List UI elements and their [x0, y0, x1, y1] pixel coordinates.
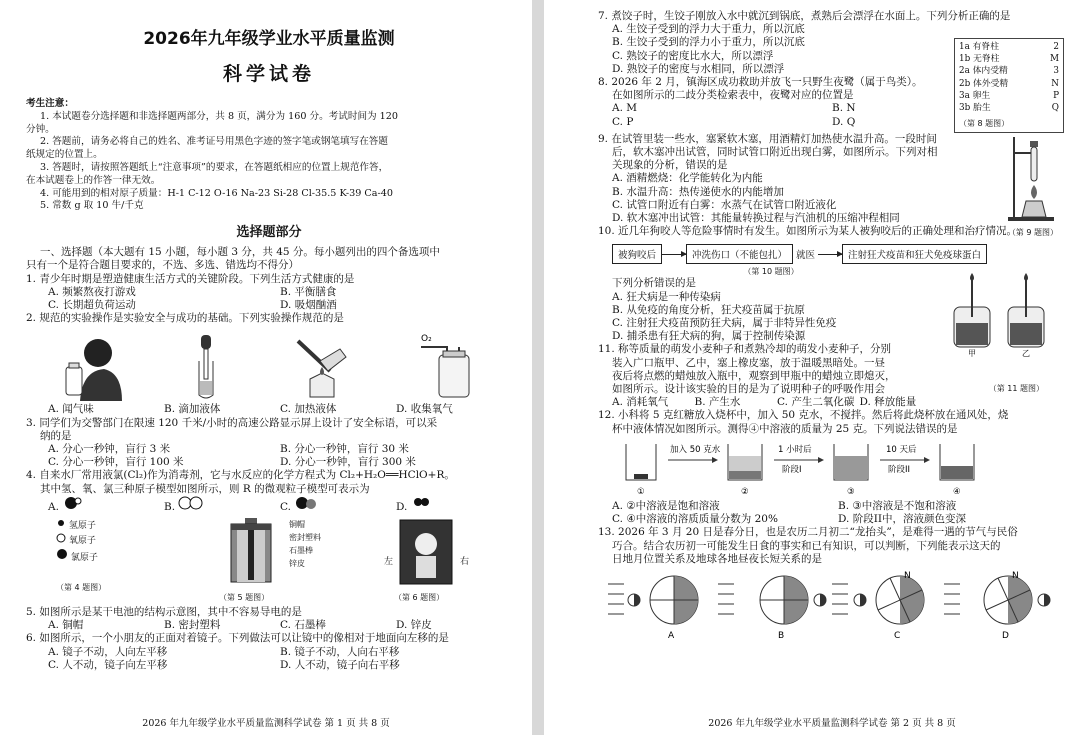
flow-step: 注射狂犬疫苗和狂犬免疫球蛋白	[842, 244, 987, 264]
question-stem: 4. 自来水厂常用液氯(Cl₂)作为消毒剂，它与水反应的化学方程式为 Cl₂+H₂O══HClO+R。	[26, 469, 455, 482]
option-b: B. 水温升高：热传递使水的内能增加	[612, 185, 784, 198]
key-trait: 3a 卵生	[959, 90, 991, 101]
beaker-number: ①	[637, 486, 645, 497]
question-stem: 其中氢、氧、氯三种原子模型如图所示，则 R 的微观粒子模型可表示为	[40, 482, 370, 495]
option-b	[164, 496, 280, 514]
option-a: A. 生饺子受到的浮力大于重力，所以沉底	[612, 23, 805, 36]
question-5	[26, 606, 512, 632]
option-c	[280, 496, 396, 514]
beaker-number: ②	[741, 486, 749, 497]
question-stem: 11. 称等质量的萌发小麦种子和煮熟冷却的萌发小麦种子，分别	[598, 343, 892, 356]
heating-illustration	[290, 331, 354, 401]
legend-oxygen: 氧原子	[68, 536, 96, 547]
beaker-number: ③	[847, 486, 855, 497]
option-c: C. 分心一秒钟，盲行 100 米	[48, 456, 184, 469]
key-result: 3	[1053, 66, 1059, 77]
question-stem: 7. 煮饺子时，生饺子刚放入水中就沉到锅底，煮熟后会漂浮在水面上。下列分析正确的是	[598, 10, 1011, 22]
option-d: D. 吸烟酗酒	[280, 298, 337, 311]
left-label: 左	[384, 557, 394, 568]
option-d: D. 捕杀患有狂犬病的狗，属于控制传染源	[612, 330, 806, 343]
key-trait: 2a 体内受精	[959, 66, 1008, 77]
question-stem: 12. 小科将 5 克红糖放入烧杯中，加入 50 克水，不搅拌。然后将此烧杯放在通风处，烧	[598, 409, 1009, 422]
diagram-option-c	[832, 571, 924, 641]
fig-4-legend	[26, 518, 196, 595]
option-d: D. 分心一秒钟，盲行 300 米	[280, 456, 416, 469]
battery-label: 锌皮	[289, 559, 305, 569]
option-a	[48, 496, 164, 514]
question-stem: 8. 2026 年 2 月，镇海区成功救助并放飞一只野生夜鹭（属于鸟类）。	[598, 76, 923, 89]
option-d: D. 阶段II中，溶液颜色变深	[838, 513, 967, 526]
step-label: 10 天后	[886, 444, 917, 455]
diagram-option-a	[608, 576, 698, 641]
question-4	[26, 469, 512, 606]
page-footer: 2026 年九年级学业水平质量监测科学试卷 第 2 页 共 8 页	[708, 718, 956, 729]
figure-caption: （第 8 题图）	[959, 119, 1010, 129]
option-d: D. 锌皮	[396, 619, 432, 632]
smell-illustration	[58, 333, 124, 401]
key-result: 2	[1053, 42, 1059, 52]
option-b: B. 平衡膳食	[280, 285, 337, 298]
option-b: B. 生饺子受到的浮力小于重力，所以沉底	[612, 36, 805, 49]
option-c: C. 人不动，镜子向左平移	[48, 658, 168, 671]
option-c: C. 产生二氧化碳	[777, 396, 855, 409]
option-a: A. 酒精燃烧：化学能转化为内能	[612, 172, 763, 185]
option-a: A. 铜帽	[48, 619, 84, 632]
option-c: C. 注射狂犬疫苗预防狂犬病，属于非特异性免疫	[612, 317, 837, 330]
question-stem: 2. 规范的实验操作是实验安全与成功的基础。下列实验操作规范的是	[26, 312, 344, 325]
option-c: C. 试管口附近有白雾：水蒸气在试管口附近液化	[612, 198, 837, 211]
question-stem: 5. 如图所示是某干电池的结构示意图，其中不容易导电的是	[26, 606, 302, 619]
notice-line: 分钟。	[26, 123, 55, 135]
molecule-model-a	[62, 496, 84, 510]
key-result: Q	[1051, 103, 1059, 114]
option-a: A. ②中溶液是饱和溶液	[612, 499, 720, 512]
diagram-label: D	[1002, 630, 1009, 641]
oxygen-atom-icon	[56, 533, 66, 543]
battery-label: 石墨棒	[289, 546, 313, 556]
diagram-label: A	[668, 630, 675, 641]
notice-line: 1. 本试题卷分选择题和非选择题两部分，共 8 页，满分为 160 分。考试时间为 120	[40, 110, 398, 122]
question-stem: 在如图所示的二歧分类检索表中，夜鹭对应的位置是	[612, 89, 854, 102]
option-c: C. 长期超负荷运动	[48, 298, 136, 311]
option-d	[396, 496, 512, 514]
notice-block	[26, 98, 512, 213]
question-stem: 关现象的分析，错误的是	[612, 159, 728, 172]
test-tube-heating-illustration	[1004, 133, 1058, 225]
beaker-number: ④	[953, 486, 961, 497]
question-stem: 装入广口瓶甲、乙中，塞上橡皮塞，放于温暖黑暗处。一昼	[612, 356, 885, 369]
notice-line: 2. 答题前，请务必将自己的姓名、准考证号用黑色字迹的签字笔或钢笔填写在答题	[40, 136, 388, 148]
option-c: C. 石墨棒	[280, 619, 326, 632]
option-d: D. Q	[832, 115, 856, 128]
question-8	[598, 76, 1064, 129]
option-a: A. M	[612, 102, 638, 115]
question-stem: 纳的是	[40, 429, 72, 442]
question-stem: 6. 如图所示，一个小朋友的正面对着镜子。下列做法可以让镜中的像相对于地面向左移的是	[26, 632, 449, 645]
section-intro: 一、选择题（本大题有 15 小题，每小题 3 分，共 45 分。每小题列出的四个备选项中	[40, 246, 440, 259]
option-b: B. 从免疫的角度分析，狂犬疫苗属于抗原	[612, 303, 805, 316]
key-trait: 1b 无脊柱	[959, 54, 1000, 65]
option-b: B. 密封塑料	[164, 619, 221, 632]
key-trait: 3b 胎生	[959, 103, 991, 114]
question-6	[26, 632, 512, 672]
flow-step: 被狗咬后	[612, 244, 662, 264]
molecule-model-b	[178, 496, 204, 510]
step-label: 加入 50 克水	[670, 444, 721, 455]
section-title: 选择题部分	[236, 225, 302, 241]
battery-labels	[289, 518, 321, 570]
notice-line: 5. 常数 g 取 10 牛/千克	[40, 200, 144, 212]
key-row	[959, 41, 1059, 53]
diagram-option-b	[718, 576, 826, 641]
question-stem: 3. 同学们为交警部门在限速 120 千米/小时的高速公路显示屏上设计了安全标语，可以采	[26, 416, 438, 429]
diagram-label: C	[894, 630, 901, 641]
jar-yi-label: 乙	[1022, 349, 1030, 358]
question-stem: 夜后将点燃的蜡烛放入瓶中，观察到甲瓶中的蜡烛立即熄灭，	[612, 369, 896, 382]
exam-subtitle: 科学试卷	[222, 63, 315, 85]
option-c: C. 加热液体	[280, 403, 337, 416]
flow-step: 就医	[796, 250, 816, 262]
key-trait: 2b 体外受精	[959, 78, 1009, 89]
question-2	[26, 312, 512, 416]
notice-line: 在本试题卷上的作答一律无效。	[26, 174, 161, 186]
figure-caption: （第 6 题图）	[394, 593, 445, 603]
beaker-sequence-illustration	[612, 438, 1072, 500]
question-stem: 13. 2026 年 3 月 20 日是春分日，也是农历二月初二“龙抬头”，是难得一遇的节气与民俗	[598, 526, 1018, 539]
arrow-icon	[818, 254, 842, 255]
hydrogen-atom-icon	[56, 518, 66, 528]
question-stem: 10. 近几年狗咬人等危险事情时有发生。如图所示为某人被狗咬后的正确处理和治疗情况。	[598, 225, 1018, 238]
section-intro: 只有一个是符合题目要求的，不选、多选、错选均不得分）	[26, 259, 299, 272]
step-label: 阶段I	[782, 464, 802, 475]
diagram-option-d	[944, 571, 1050, 641]
option-b: B. 分心一秒钟，盲行 30 米	[280, 443, 409, 455]
figures-4-5-6	[26, 518, 512, 606]
question-3	[26, 417, 512, 470]
option-a-label: A.	[48, 500, 59, 513]
step-label: 阶段II	[888, 464, 911, 475]
question-stem: 日地月位置关系及地球各地昼夜长短关系的是	[612, 552, 822, 565]
figure-caption: （第 5 题图）	[219, 593, 270, 603]
key-trait: 1a 有脊柱	[959, 42, 1000, 52]
question-stem: 巧合。结合农历初一可能发生日食的事实和已有知识，可以判断，下列能表示这天的	[612, 539, 1001, 552]
option-c-label: C.	[280, 500, 291, 513]
notice-line: 4. 可能用到的相对原子质量：H-1 C-12 O-16 Na-23 Si-28 Cl-35.5 K-39 Ca-40	[40, 187, 393, 199]
option-d-label: D.	[396, 500, 408, 513]
key-row	[959, 53, 1059, 65]
option-a: A. 镜子不动，人向左平移	[48, 645, 168, 658]
exam-page-2	[544, 0, 1080, 735]
option-a: A. 狂犬病是一种传染病	[612, 290, 721, 303]
notice-line: 纸规定的位置上。	[26, 149, 103, 161]
step-label: 1 小时后	[778, 444, 812, 455]
question-1	[26, 273, 512, 313]
earth-moon-diagrams	[604, 570, 1064, 642]
chlorine-atom-icon	[56, 548, 68, 560]
option-b: B. 产生水	[694, 396, 741, 409]
question-stem: 如图所示。设计该实验的目的是为了说明种子的呼吸作用会	[612, 383, 885, 396]
molecule-model-d	[411, 496, 433, 510]
battery-label: 密封塑料	[289, 533, 321, 543]
option-c: C. 熟饺子的密度比水大，所以漂浮	[612, 49, 774, 62]
figure-caption: （第 11 题图）	[988, 384, 1044, 394]
option-d: D. 软木塞冲出试管：其能量转换过程与汽油机的压缩冲程相同	[612, 212, 900, 225]
option-a: A. 频繁熬夜打游戏	[48, 285, 136, 298]
figure-caption: （第 10 题图）	[743, 267, 799, 277]
flow-step: 冲洗伤口（不能包扎）	[686, 244, 793, 264]
option-b: B. ③中溶液是不饱和溶液	[838, 499, 957, 512]
q2-figures	[26, 329, 512, 401]
arrow-icon	[662, 254, 686, 255]
notice-line: 3. 答题时，请按照答题纸上“注意事项”的要求，在答题纸相应的位置上规范作答，	[40, 161, 389, 173]
legend-chlorine: 氯原子	[70, 553, 98, 564]
bite-treatment-flow	[612, 244, 1064, 264]
diagram-label: B	[778, 630, 785, 641]
question-13	[598, 526, 1064, 642]
battery-label: 铜帽	[289, 520, 305, 530]
mirror-illustration	[398, 518, 454, 586]
option-c: C. P	[612, 115, 634, 128]
option-d: D. 人不动，镜子向右平移	[280, 658, 400, 671]
figure-caption: （第 4 题图）	[56, 583, 107, 593]
north-label: N	[904, 570, 911, 581]
molecule-model-c	[294, 496, 320, 510]
option-b: B. N	[832, 102, 856, 115]
north-label: N	[1012, 570, 1019, 581]
question-stem: 后，软木塞冲出试管，同时试管口附近出现白雾，如图所示。下列对相	[612, 146, 938, 159]
exam-page-1	[0, 0, 532, 735]
option-b: B. 镜子不动，人向右平移	[280, 645, 400, 658]
o2-label: O₂	[420, 334, 432, 345]
option-b-label: B.	[164, 500, 176, 513]
question-subtext: 下列分析错误的是	[612, 277, 696, 290]
option-d: D. 释放能量	[859, 396, 917, 409]
question-12	[598, 409, 1064, 526]
exam-title: 2026年九年级学业水平质量监测	[143, 29, 395, 49]
question-stem: 9. 在试管里装一些水，塞紧软木塞，用酒精灯加热使水温升高。一段时间	[598, 132, 937, 145]
page-footer: 2026 年九年级学业水平质量监测科学试卷 第 1 页 共 8 页	[142, 718, 390, 729]
option-d: D. 熟饺子的密度与水相同，所以漂浮	[612, 62, 785, 75]
key-result: M	[1049, 54, 1059, 65]
figure-caption: （第 9 题图）	[1007, 227, 1058, 237]
option-a: A. 闻气味	[48, 403, 94, 416]
battery-illustration	[223, 518, 283, 586]
question-stem: 1. 青少年时期是塑造健康生活方式的关键阶段。下列生活方式健康的是	[26, 272, 355, 285]
question-stem: 杯中液体情况如图所示。测得④中溶液的质量为 25 克。下列说法错误的是	[612, 422, 958, 435]
question-11	[598, 343, 1064, 409]
right-label: 右	[460, 557, 470, 568]
option-a: A. 分心一秒钟，盲行 3 米	[48, 443, 171, 455]
option-a: A. 消耗氧气	[612, 396, 669, 409]
notice-title: 考生注意：	[26, 98, 74, 109]
gas-collection-illustration	[417, 331, 481, 401]
key-result: P	[1053, 90, 1059, 101]
legend-hydrogen: 氢原子	[68, 521, 96, 532]
option-c: C. ④中溶液的溶质质量分数为 20%	[612, 513, 778, 526]
option-d: D. 收集氧气	[396, 403, 453, 416]
dropper-illustration	[187, 331, 227, 401]
option-b: B. 滴加液体	[164, 403, 221, 416]
jar-jia-label: 甲	[968, 349, 976, 358]
key-result: N	[1051, 78, 1059, 89]
